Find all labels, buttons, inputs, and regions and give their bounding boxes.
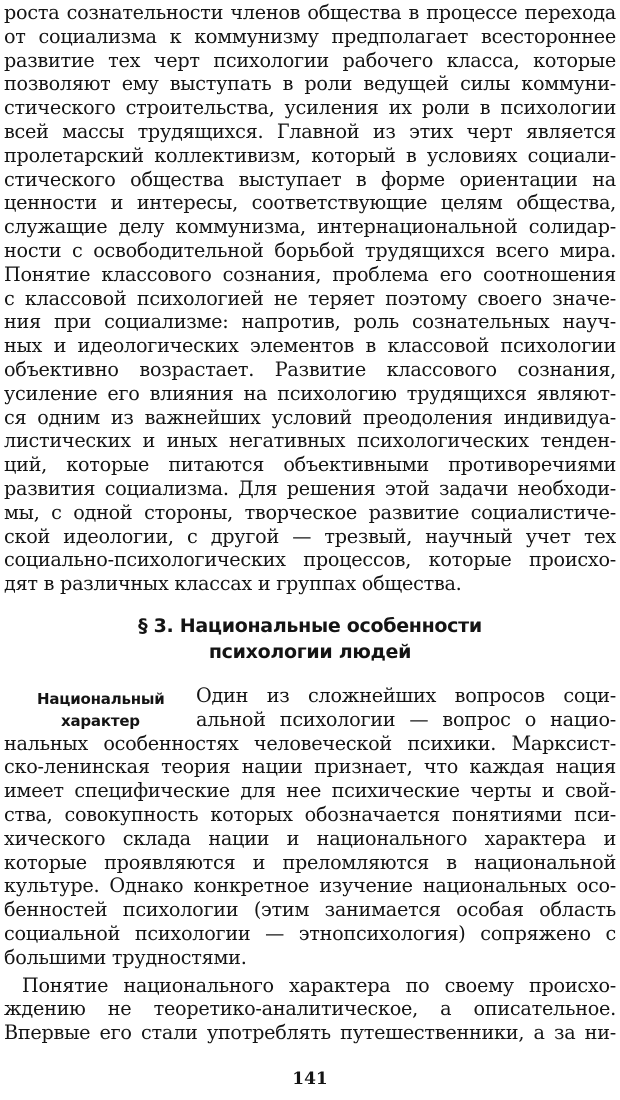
text-line: от социализма к коммунизму предполагает всестороннее <box>4 24 616 48</box>
text-line: роста сознательности членов общества в процессе перехода <box>4 1 616 24</box>
text-line: ждению не теоретико-аналитическое, а описательное. <box>4 997 616 1021</box>
text-line: бенностей психологии (этим занимается особая область <box>4 898 616 922</box>
text-line: Впервые его стали употреблять путешественники, а за ни- <box>4 1021 616 1045</box>
marginal-note-continued: характер <box>61 712 140 730</box>
text-line: ния при социализме: напротив, роль сознательных науч- <box>4 310 616 334</box>
text-line: пролетарский коллективизм, который в условиях социали- <box>4 143 616 167</box>
text-line: ской идеологии, с другой — трезвый, научный учет тех <box>4 524 616 548</box>
text-line: мы, с одной стороны, творческое развитие социалистиче- <box>4 500 616 524</box>
text-line: объективно возрастает. Развитие классового сознания, <box>4 358 616 381</box>
text-line: ций, которые питаются объективными противоречиями <box>4 453 616 477</box>
section-heading-continued: психологии людей <box>208 641 412 663</box>
text-line: хического склада нации и национального характера и <box>4 826 616 850</box>
text-line: стического общества выступает в форме ориентации на <box>4 167 616 191</box>
text-line: с классовой психологией не теряет поэтому своего значе- <box>4 286 616 310</box>
text-line: развития социализма. Для решения этой задачи необходи- <box>4 477 616 500</box>
text-line: служащие делу коммунизма, интернациональной солидар- <box>4 215 616 239</box>
text-line: социальной психологии — этнопсихология) сопряжено с <box>4 922 616 945</box>
text-line: нальных особенностях человеческой психики. Марксист- <box>4 731 616 755</box>
text-line: ско-ленинская теория нации признает, что каждая нация <box>4 755 616 779</box>
text-line: культуре. Однако конкретное изучение национальных осо- <box>4 874 616 898</box>
section-heading: § 3. Национальные особенности <box>138 615 482 637</box>
text-line: ся одним из важнейших условий преодоления индивидуа- <box>4 405 616 429</box>
text-line: позволяют ему выступать в роли ведущей силы коммуни- <box>4 72 616 96</box>
text-line: Один из сложнейших вопросов соци- <box>196 684 616 707</box>
text-line: усиление его влияния на психологию трудящихся являют- <box>4 381 616 405</box>
text-line: листических и иных негативных психологических тенден- <box>4 429 616 453</box>
text-line: ных и идеологических элементов в классовой психологии <box>4 334 616 358</box>
text-line: большими трудностями. <box>4 945 247 969</box>
text-line: всей массы трудящихся. Главной из этих черт является <box>4 120 616 143</box>
text-line: социально-психологических процессов, которые происхо- <box>4 548 616 572</box>
text-line: стического строительства, усиления их роли в психологии <box>4 96 616 120</box>
text-line: Понятие классового сознания, проблема его соотношения <box>4 262 616 286</box>
page-number: 141 <box>292 1069 328 1089</box>
text-line: дят в различных классах и группах общества. <box>4 572 462 596</box>
text-line: ности с освободительной борьбой трудящихся всего мира. <box>4 239 616 262</box>
text-line: развитие тех черт психологии рабочего класса, которые <box>4 48 616 72</box>
text-line: имеет специфические для нее психические черты и свой- <box>4 779 616 803</box>
marginal-note: Национальный <box>37 690 165 708</box>
text-line: Понятие национального характера по своему происхо- <box>22 973 616 997</box>
text-line: альной психологии — вопрос о нацио- <box>196 707 616 731</box>
text-line: ства, совокупность которых обозначается понятиями пси- <box>4 803 616 826</box>
text-line: ценности и интересы, соответствующие целям общества, <box>4 191 616 215</box>
text-line: которые проявляются и преломляются в национальной <box>4 850 616 874</box>
